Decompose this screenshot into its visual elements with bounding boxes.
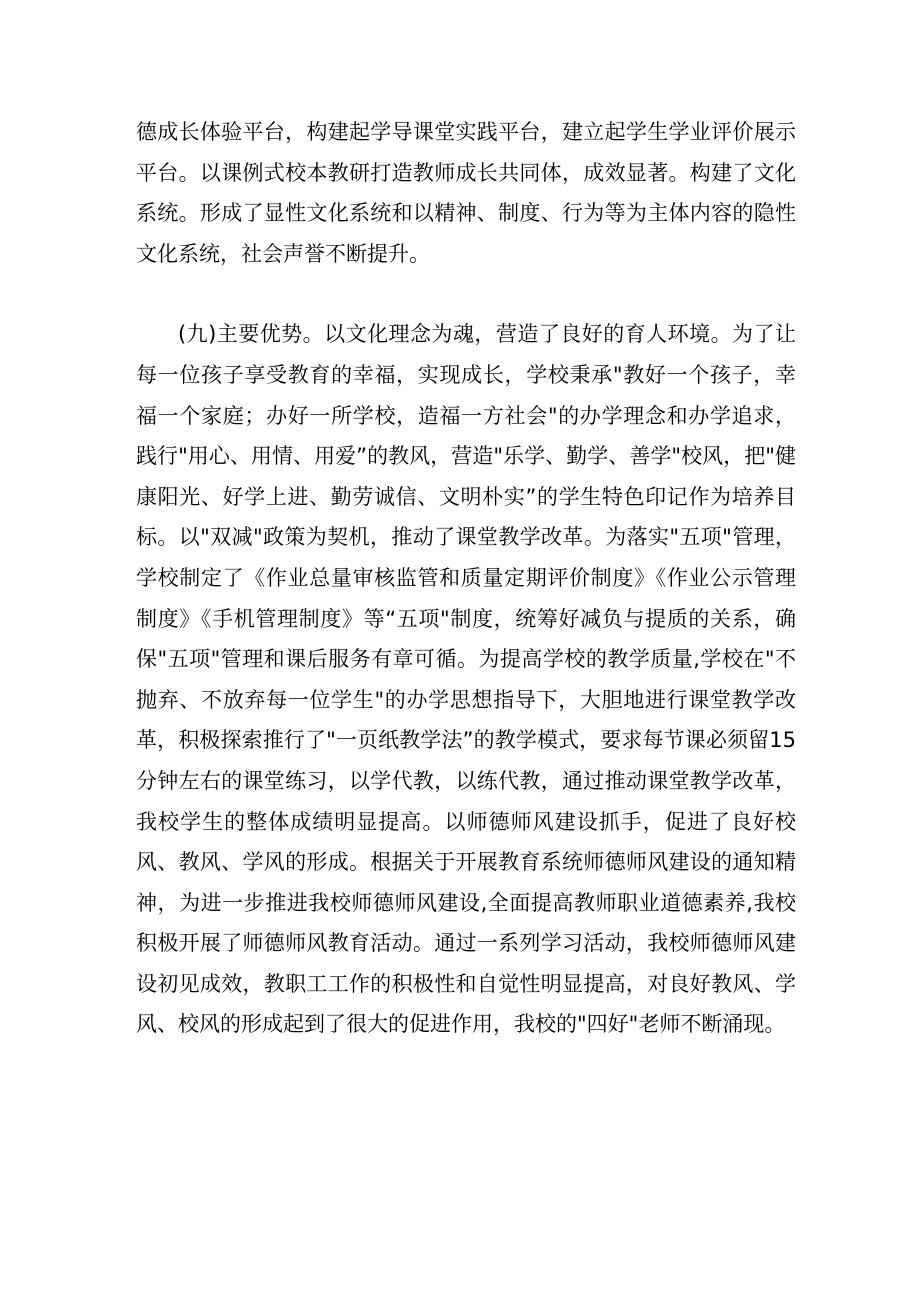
document-body bbox=[136, 112, 796, 1045]
paragraph-continued: 德成长体验平台，构建起学导课堂实践平台，建立起学生学业评价展示平台。以课例式校本教研打造教师成长共同体，成效显著。构建了文化系统。形成了显性文化系统和以精神、制度、行为等为主体内容的隐性文化系统，社会声誉不断提升。 bbox=[136, 120, 796, 266]
paragraph-main-advantages: (九)主要优势。以文化理念为魂，营造了良好的育人环境。为了让每一位孩子享受教育的幸福，实现成长，学校秉承"教好一个孩子，幸福一个家庭；办好一所学校，造福一方社会"的办学理念和办学追求，践行"用心、用情、用爱”的教风，营造"乐学、勤学、善学"校风，把"健康阳光、好学上进、勤劳诚信、文明朴实”的学生特色印记作为培养目标。以"双减"政策为契机，推动了课堂教学改革。为落实"五项"管理，学校制定了《作业总量审核监管和质量定期评价制度》《作业公示管理制度》《手机管理制度》等“五项"制度，统筹好减负与提质的关系，确保"五项"管理和课后服务有章可循。为提高学校的教学质量,学校在"不抛弃、不放弃每一位学生"的办学思想指导下，大胆地进行课堂教学改革，积极探索推行了"一页纸教学法”的教学模式，要求每节课必须留15分钟左右的课堂练习，以学代教，以练代教，通过推动课堂教学改革，我校学生的整体成绩明显提高。以师德师风建设抓手，促进了良好校风、教风、学风的形成。根据关于开展教育系统师德师风建设的通知精神，为进一步推进我校师德师风建设,全面提高教师职业道德素养,我校积极开展了师德师风教育活动。通过一系列学习活动，我校师德师风建设初见成效，教职工工作的积极性和自觉性明显提高，对良好教风、学风、校风的形成起到了很大的促进作用，我校的"四好"老师不断涌现。 bbox=[136, 322, 796, 1037]
